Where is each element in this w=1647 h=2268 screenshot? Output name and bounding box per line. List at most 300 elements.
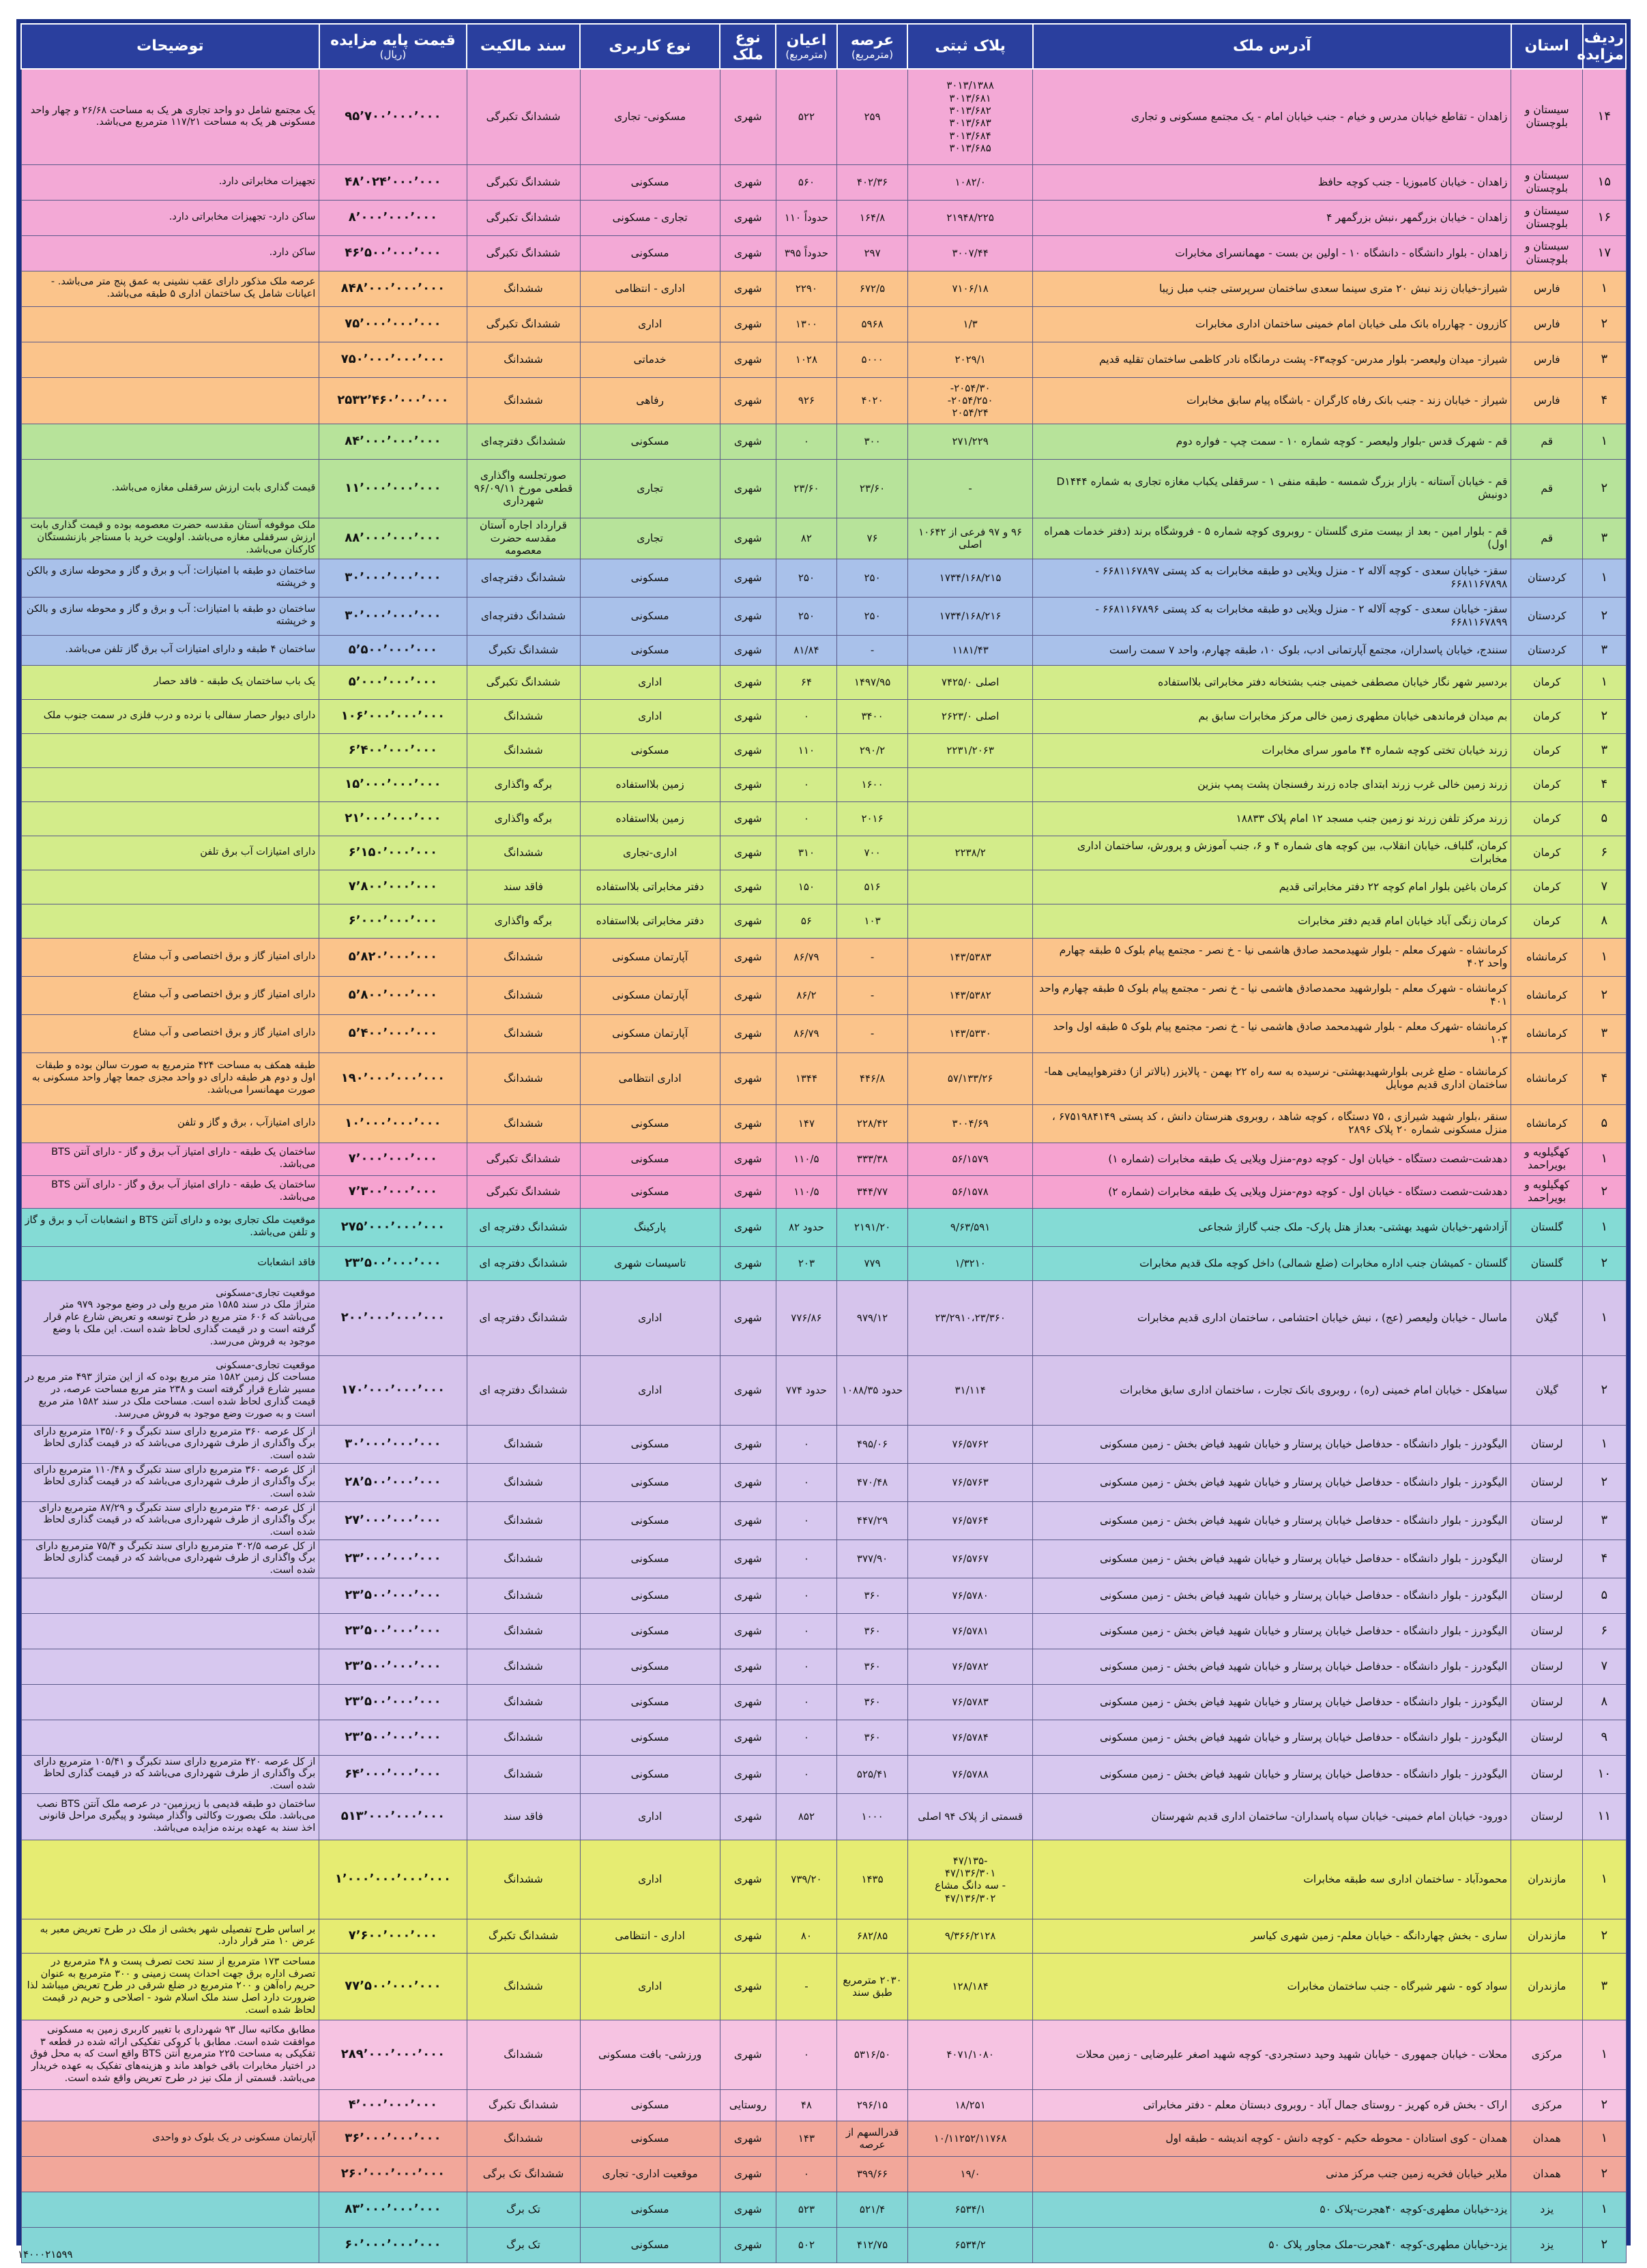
usage-type-cell: آپارتمان مسکونی bbox=[580, 938, 720, 976]
description-cell: موقعیت ملک تجاری بوده و دارای آنتن BTS و انشعابات آب و برق و گاز و تلفن می‌باشد. bbox=[21, 1208, 319, 1246]
ownership-deed-cell: تک برگ bbox=[467, 2227, 580, 2263]
address-cell: شیراز-خیابان زند نبش ۲۰ متری سینما سعدی ساختمان سرپرستی جنب مبل زیبا bbox=[1033, 271, 1511, 306]
row-number-cell: ۷ bbox=[1583, 1649, 1626, 1684]
registration-plate-cell: ۱۸/۲۵۱ bbox=[907, 2089, 1032, 2121]
row-number-cell: ۱۵ bbox=[1583, 164, 1626, 200]
table-row bbox=[21, 377, 1626, 424]
registration-plate-cell bbox=[907, 801, 1032, 836]
ownership-deed-cell: ششدانگ bbox=[467, 1501, 580, 1540]
address-cell: کرمان باغین بلوار امام کوچه ۲۲ دفتر مخابراتی قدیم bbox=[1033, 870, 1511, 904]
address-cell: ساری - بخش چهاردانگه - خیابان معلم- زمین شهری کیاسر bbox=[1033, 1919, 1511, 1953]
province-cell: لرستان bbox=[1511, 1720, 1583, 1755]
building-area-cell: ۷۷۶/۸۶ bbox=[776, 1280, 837, 1355]
row-number-cell: ۲ bbox=[1583, 1919, 1626, 1953]
description-cell: یک مجتمع شامل دو واحد تجاری هر یک به مساحت ۲۶/۶۸ و چهار واحد مسکونی هر یک به مساحت ۱۱۷/۲۱ مترمربع می‌باشد. bbox=[21, 69, 319, 164]
registration-plate-cell: ۷۱۰۶/۱۸ bbox=[907, 271, 1032, 306]
header-price-label: قیمت پایه مزایده bbox=[330, 31, 456, 49]
province-cell: همدان bbox=[1511, 2156, 1583, 2192]
table-row bbox=[21, 597, 1626, 635]
registration-plate-cell: ۱۰/۱۱۲۵۲/۱۱۷۶۸ bbox=[907, 2121, 1032, 2156]
ownership-deed-cell: صورتجلسه واگذاری قطعی مورخ ۹۶/۰۹/۱۱ شهرداری bbox=[467, 459, 580, 518]
row-number-cell: ۳ bbox=[1583, 342, 1626, 377]
base-price-cell: ۶۰٬۰۰۰٬۰۰۰٬۰۰۰ bbox=[319, 2227, 467, 2263]
row-number-cell: ۳ bbox=[1583, 1501, 1626, 1540]
base-price-cell: ۶٬۱۵۰٬۰۰۰٬۰۰۰ bbox=[319, 836, 467, 870]
building-area-cell: ۸۲ bbox=[776, 518, 837, 559]
property-type-cell: شهری bbox=[720, 2192, 776, 2227]
province-cell: کردستان bbox=[1511, 597, 1583, 635]
row-number-cell: ۱۰ bbox=[1583, 1755, 1626, 1793]
address-cell: الیگودرز - بلوار دانشگاه - حدفاصل خیابان پرستار و خیابان شهید فیاض بخش - زمین مسکونی bbox=[1033, 1613, 1511, 1649]
property-type-cell: شهری bbox=[720, 1919, 776, 1953]
land-area-cell: ۴۱۲/۷۵ bbox=[837, 2227, 908, 2263]
row-number-cell: ۱ bbox=[1583, 1280, 1626, 1355]
address-cell: الیگودرز - بلوار دانشگاه - حدفاصل خیابان پرستار و خیابان شهید فیاض بخش - زمین مسکونی bbox=[1033, 1649, 1511, 1684]
usage-type-cell: اداری bbox=[580, 1953, 720, 2020]
base-price-cell: ۹۵٬۷۰۰٬۰۰۰٬۰۰۰ bbox=[319, 69, 467, 164]
ownership-deed-cell: ششدانگ دفترچه ای bbox=[467, 1246, 580, 1280]
base-price-cell: ۵۱۳٬۰۰۰٬۰۰۰٬۰۰۰ bbox=[319, 1793, 467, 1840]
building-area-cell: - bbox=[776, 1953, 837, 2020]
usage-type-cell: مسکونی bbox=[580, 1649, 720, 1684]
building-area-cell: ۰ bbox=[776, 767, 837, 801]
province-cell: لرستان bbox=[1511, 1501, 1583, 1540]
header-plate: پلاک ثبتی bbox=[907, 24, 1032, 69]
province-cell: کرمان bbox=[1511, 665, 1583, 699]
description-cell: دارای امتیاز گاز و برق اختصاصی و آب مشاع bbox=[21, 938, 319, 976]
registration-plate-cell: ۷۶/۵۷۸۸ bbox=[907, 1755, 1032, 1793]
description-cell bbox=[21, 1613, 319, 1649]
property-type-cell: شهری bbox=[720, 1355, 776, 1425]
property-type-cell: شهری bbox=[720, 976, 776, 1014]
usage-type-cell: مسکونی bbox=[580, 1540, 720, 1578]
registration-plate-cell: ۳۰۱۳/۱۳۸۸ ۳۰۱۳/۶۸۱ ۳۰۱۳/۶۸۲ ۳۰۱۳/۶۸۳ ۳۰۱۳/۶۸۴ ۳۰۱۳/۶۸۵ bbox=[907, 69, 1032, 164]
base-price-cell: ۷۵٬۰۰۰٬۰۰۰٬۰۰۰ bbox=[319, 306, 467, 342]
province-cell: سیستان و بلوچستان bbox=[1511, 69, 1583, 164]
base-price-cell: ۴۶٬۵۰۰٬۰۰۰٬۰۰۰ bbox=[319, 235, 467, 271]
address-cell: کرمانشاه - ضلع غربی بلوارشهیدبهشتی- نرسیده به سه راه ۲۲ بهمن - پالایزر (بالاتر از) دفترهواپیمایی هما- ساختمان اداری قدیم موبایل bbox=[1033, 1052, 1511, 1104]
province-cell: سیستان و بلوچستان bbox=[1511, 235, 1583, 271]
table-row bbox=[21, 1919, 1626, 1953]
table-row bbox=[21, 1755, 1626, 1793]
ownership-deed-cell: ششدانگ تکبرگ bbox=[467, 2089, 580, 2121]
property-type-cell: شهری bbox=[720, 1840, 776, 1919]
building-area-cell: ۸۵۲ bbox=[776, 1793, 837, 1840]
ownership-deed-cell: ششدانگ دفترچه ای bbox=[467, 1280, 580, 1355]
building-area-cell: حدود ۷۷۴ bbox=[776, 1355, 837, 1425]
building-area-cell: ۰ bbox=[776, 699, 837, 733]
table-row bbox=[21, 1613, 1626, 1649]
usage-type-cell: اداری - انتظامی bbox=[580, 271, 720, 306]
row-number-cell: ۱۶ bbox=[1583, 200, 1626, 235]
registration-plate-cell: ۱۴۳/۵۳۸۲ bbox=[907, 976, 1032, 1014]
description-cell: از کل عرصه ۳۶۰ مترمربع دارای سند تکبرگ و ۸۷/۲۹ مترمربع دارای برگ واگذاری از طرف شهرداری می‌باشد که در قیمت گذاری لحاظ شده است. bbox=[21, 1501, 319, 1540]
header-building-label: اعیان bbox=[786, 31, 827, 49]
building-area-cell: ۰ bbox=[776, 1684, 837, 1720]
land-area-cell: ۲۹۷ bbox=[837, 235, 908, 271]
address-cell: گلستان - کمیشان جنب اداره مخابرات (ضلع شمالی) داخل کوچه ملک قدیم مخابرات bbox=[1033, 1246, 1511, 1280]
usage-type-cell: اداری bbox=[580, 306, 720, 342]
ownership-deed-cell: ششدانگ bbox=[467, 976, 580, 1014]
land-area-cell: ۷۷۹ bbox=[837, 1246, 908, 1280]
registration-plate-cell: ۱۷۳۴/۱۶۸/۲۱۶ bbox=[907, 597, 1032, 635]
ownership-deed-cell: ششدانگ bbox=[467, 699, 580, 733]
base-price-cell: ۲۵۳۲٬۴۶۰٬۰۰۰٬۰۰۰ bbox=[319, 377, 467, 424]
property-type-cell: شهری bbox=[720, 1425, 776, 1463]
province-cell: گلستان bbox=[1511, 1246, 1583, 1280]
table-row bbox=[21, 1052, 1626, 1104]
land-area-cell: ۷۰۰ bbox=[837, 836, 908, 870]
usage-type-cell: مسکونی bbox=[580, 733, 720, 767]
table-row bbox=[21, 424, 1626, 459]
ownership-deed-cell: ششدانگ تکبرگی bbox=[467, 306, 580, 342]
registration-plate-cell: ۹/۳۶۶/۲۱۲۸ bbox=[907, 1919, 1032, 1953]
property-type-cell: شهری bbox=[720, 1684, 776, 1720]
province-cell: کرمان bbox=[1511, 733, 1583, 767]
row-number-cell: ۲ bbox=[1583, 459, 1626, 518]
table-row bbox=[21, 271, 1626, 306]
province-cell: لرستان bbox=[1511, 1613, 1583, 1649]
description-cell bbox=[21, 1578, 319, 1613]
usage-type-cell: مسکونی bbox=[580, 164, 720, 200]
table-row bbox=[21, 801, 1626, 836]
ownership-deed-cell: ششدانگ دفترچه‌ای bbox=[467, 597, 580, 635]
registration-plate-cell: ۲۱۹۴۸/۲۲۵ bbox=[907, 200, 1032, 235]
usage-type-cell: مسکونی bbox=[580, 559, 720, 597]
ownership-deed-cell: ششدانگ bbox=[467, 1840, 580, 1919]
building-area-cell: ۰ bbox=[776, 1578, 837, 1613]
header-price-unit: (ریال) bbox=[379, 48, 407, 61]
usage-type-cell: اداری انتظامی bbox=[580, 1052, 720, 1104]
table-row bbox=[21, 870, 1626, 904]
ownership-deed-cell: ششدانگ تکبرگی bbox=[467, 69, 580, 164]
base-price-cell: ۷٬۳۰۰٬۰۰۰٬۰۰۰ bbox=[319, 1175, 467, 1208]
building-area-cell: ۶۴ bbox=[776, 665, 837, 699]
table-row bbox=[21, 1355, 1626, 1425]
usage-type-cell: مسکونی bbox=[580, 597, 720, 635]
usage-type-cell: تاسیسات شهری bbox=[580, 1246, 720, 1280]
table-body bbox=[21, 69, 1626, 2263]
table-row bbox=[21, 836, 1626, 870]
description-cell: موقعیت تجاری-مسکونی مساحت کل زمین ۱۵۸۲ متر مربع بوده که از این متراژ ۴۹۳ متر مربع در مسیر شارع قرار گرفته است و ۲۳۸ متر مربع مساحت عرصه، در قیمت گذاری لحاظ شده است. مساحت ملک در سند ۱۵۸۲ متر مربع است و به صورت وضع موجود به فروش می‌رسد. bbox=[21, 1355, 319, 1425]
header-description: توضیحات bbox=[21, 24, 319, 69]
property-type-cell: شهری bbox=[720, 235, 776, 271]
land-area-cell: ۲۰۳۰ مترمربع طبق سند bbox=[837, 1953, 908, 2020]
province-cell: کرمانشاه bbox=[1511, 938, 1583, 976]
registration-plate-cell: - bbox=[907, 459, 1032, 518]
header-row-number: ردیف مزایده bbox=[1583, 24, 1626, 69]
registration-plate-cell: ۳۱/۱۱۴ bbox=[907, 1355, 1032, 1425]
table-row bbox=[21, 2227, 1626, 2263]
land-area-cell: ۳۴۴/۷۷ bbox=[837, 1175, 908, 1208]
usage-type-cell: اداری bbox=[580, 699, 720, 733]
building-area-cell: ۲۲۹۰ bbox=[776, 271, 837, 306]
building-area-cell: ۱۱۰/۵ bbox=[776, 1175, 837, 1208]
usage-type-cell: تجاری - مسکونی bbox=[580, 200, 720, 235]
property-type-cell: شهری bbox=[720, 635, 776, 665]
building-area-cell: ۰ bbox=[776, 424, 837, 459]
table-row bbox=[21, 1425, 1626, 1463]
property-type-cell: شهری bbox=[720, 665, 776, 699]
usage-type-cell: مسکونی bbox=[580, 1501, 720, 1540]
ownership-deed-cell: ششدانگ bbox=[467, 1425, 580, 1463]
description-cell: ساختمان ۴ طبقه و دارای امتیازات آب برق گاز تلفن می‌باشد. bbox=[21, 635, 319, 665]
ownership-deed-cell: ششدانگ دفترچه ای bbox=[467, 1208, 580, 1246]
registration-plate-cell: ۲۲۳۸/۲ bbox=[907, 836, 1032, 870]
base-price-cell: ۲۸٬۵۰۰٬۰۰۰٬۰۰۰ bbox=[319, 1463, 467, 1501]
description-cell: تجهیزات مخابراتی دارد. bbox=[21, 164, 319, 200]
province-cell: همدان bbox=[1511, 2121, 1583, 2156]
property-type-cell: شهری bbox=[720, 1755, 776, 1793]
province-cell: یزد bbox=[1511, 2227, 1583, 2263]
row-number-cell: ۵ bbox=[1583, 1578, 1626, 1613]
table-row bbox=[21, 733, 1626, 767]
building-area-cell: ۰ bbox=[776, 1720, 837, 1755]
ownership-deed-cell: ششدانگ bbox=[467, 2020, 580, 2089]
building-area-cell: ۸۶/۷۹ bbox=[776, 938, 837, 976]
province-cell: کرمان bbox=[1511, 904, 1583, 938]
base-price-cell: ۲۱٬۰۰۰٬۰۰۰٬۰۰۰ bbox=[319, 801, 467, 836]
table-row bbox=[21, 635, 1626, 665]
row-number-cell: ۲ bbox=[1583, 976, 1626, 1014]
header-area bbox=[837, 24, 908, 69]
address-cell: بردسیر شهر نگار خیابان مصطفی خمینی جنب بشتخانه دفتر مخابراتی بلااستفاده bbox=[1033, 665, 1511, 699]
address-cell: الیگودرز - بلوار دانشگاه - حدفاصل خیابان پرستار و خیابان شهید فیاض بخش - زمین مسکونی bbox=[1033, 1755, 1511, 1793]
ownership-deed-cell: ششدانگ تکبرگی bbox=[467, 235, 580, 271]
description-cell bbox=[21, 1840, 319, 1919]
land-area-cell: ۳۶۰ bbox=[837, 1649, 908, 1684]
land-area-cell: ۳۹۹/۶۶ bbox=[837, 2156, 908, 2192]
usage-type-cell: اداری bbox=[580, 1793, 720, 1840]
ownership-deed-cell: ششدانگ bbox=[467, 1104, 580, 1143]
base-price-cell: ۲۷۵٬۰۰۰٬۰۰۰٬۰۰۰ bbox=[319, 1208, 467, 1246]
land-area-cell: - bbox=[837, 1014, 908, 1052]
row-number-cell: ۳ bbox=[1583, 733, 1626, 767]
ownership-deed-cell: ششدانگ bbox=[467, 1463, 580, 1501]
address-cell: شیراز - خیابان زند - جنب بانک رفاه کارگران - باشگاه پیام سابق مخابرات bbox=[1033, 377, 1511, 424]
table-row bbox=[21, 69, 1626, 164]
row-number-cell: ۱ bbox=[1583, 2020, 1626, 2089]
row-number-cell: ۲ bbox=[1583, 1355, 1626, 1425]
table-row bbox=[21, 1720, 1626, 1755]
table-row bbox=[21, 518, 1626, 559]
usage-type-cell: آپارتمان مسکونی bbox=[580, 1014, 720, 1052]
land-area-cell: ۳۴۰۰ bbox=[837, 699, 908, 733]
registration-plate-cell bbox=[907, 767, 1032, 801]
usage-type-cell: موقعیت اداری- تجاری bbox=[580, 2156, 720, 2192]
registration-plate-cell: ۲۷۱/۲۲۹ bbox=[907, 424, 1032, 459]
province-cell: لرستان bbox=[1511, 1649, 1583, 1684]
land-area-cell: ۲۰۱۶ bbox=[837, 801, 908, 836]
land-area-cell: ۱۰۳ bbox=[837, 904, 908, 938]
base-price-cell: ۷٬۰۰۰٬۰۰۰٬۰۰۰ bbox=[319, 1143, 467, 1175]
description-cell: دارای امتیازات آب برق تلفن bbox=[21, 836, 319, 870]
registration-plate-cell: ۷۶/۵۷۶۳ bbox=[907, 1463, 1032, 1501]
usage-type-cell: مسکونی bbox=[580, 1720, 720, 1755]
ownership-deed-cell: ششدانگ bbox=[467, 1578, 580, 1613]
header-property-type: نوع ملک bbox=[720, 24, 776, 69]
usage-type-cell: مسکونی bbox=[580, 1755, 720, 1793]
header-building-unit: (مترمربع) bbox=[785, 48, 828, 61]
base-price-cell: ۸۸٬۰۰۰٬۰۰۰٬۰۰۰ bbox=[319, 518, 467, 559]
address-cell: اراک - بخش قره کهریز - روستای جمال آباد - روبروی دبستان معلم - دفتر مخابراتی bbox=[1033, 2089, 1511, 2121]
registration-plate-cell: ۶۵۳۴/۲ bbox=[907, 2227, 1032, 2263]
building-area-cell: ۱۳۴۴ bbox=[776, 1052, 837, 1104]
address-cell: سنندج، خیابان پاسداران، مجتمع آپارتمانی ادب، بلوک ۱۰، طبقه چهارم، واحد ۷ سمت راست bbox=[1033, 635, 1511, 665]
usage-type-cell: مسکونی bbox=[580, 2089, 720, 2121]
table-row bbox=[21, 1143, 1626, 1175]
description-cell: دارای امتیاز گاز و برق اختصاصی و آب مشاع bbox=[21, 1014, 319, 1052]
description-cell: از کل عرصه ۴۲۰ مترمربع دارای سند تکبرگ و ۱۰۵/۴۱ مترمربع دارای برگ واگذاری از طرف شهرداری می‌باشد که در قیمت گذاری لحاظ شده است. bbox=[21, 1755, 319, 1793]
usage-type-cell: اداری bbox=[580, 665, 720, 699]
table-row bbox=[21, 1104, 1626, 1143]
usage-type-cell: مسکونی bbox=[580, 1104, 720, 1143]
property-type-cell: شهری bbox=[720, 1463, 776, 1501]
row-number-cell: ۱ bbox=[1583, 665, 1626, 699]
land-area-cell: ۵۳۱۶/۵۰ bbox=[837, 2020, 908, 2089]
table-header-row bbox=[21, 24, 1626, 69]
land-area-cell: ۵۲۱/۴ bbox=[837, 2192, 908, 2227]
description-cell: ساختمان دو طبقه با امتیازات: آب و برق و گاز و محوطه سازی و بالکن و خرپشته bbox=[21, 597, 319, 635]
base-price-cell: ۱۱٬۰۰۰٬۰۰۰٬۰۰۰ bbox=[319, 459, 467, 518]
property-type-cell: شهری bbox=[720, 1280, 776, 1355]
row-number-cell: ۱ bbox=[1583, 2121, 1626, 2156]
address-cell: دهدشت-شصت دستگاه - خیابان اول - کوچه دوم-منزل ویلایی یک طبقه مخابرات (شماره ۲) bbox=[1033, 1175, 1511, 1208]
row-number-cell: ۱۴ bbox=[1583, 69, 1626, 164]
table-row bbox=[21, 2020, 1626, 2089]
address-cell: زرند زمین خالی غرب زرند ابتدای جاده زرند رفسنجان پشت پمپ بنزین bbox=[1033, 767, 1511, 801]
usage-type-cell: اداری bbox=[580, 1280, 720, 1355]
building-area-cell: ۱۴۷ bbox=[776, 1104, 837, 1143]
registration-plate-cell: اصلی ۲۶۲۳/۰ bbox=[907, 699, 1032, 733]
row-number-cell: ۱ bbox=[1583, 559, 1626, 597]
base-price-cell: ۶۴٬۰۰۰٬۰۰۰٬۰۰۰ bbox=[319, 1755, 467, 1793]
land-area-cell: ۶۸۲/۸۵ bbox=[837, 1919, 908, 1953]
address-cell: دورود- خیابان امام خمینی- خیابان سپاه پاسداران- ساختمان اداری قدیم شهرستان bbox=[1033, 1793, 1511, 1840]
base-price-cell: ۶٬۴۰۰٬۰۰۰٬۰۰۰ bbox=[319, 733, 467, 767]
address-cell: زاهدان - خیابان کامبوزیا - جنب کوچه حافظ bbox=[1033, 164, 1511, 200]
province-cell: قم bbox=[1511, 424, 1583, 459]
header-usage: نوع کاربری bbox=[580, 24, 720, 69]
base-price-cell: ۸۴٬۰۰۰٬۰۰۰٬۰۰۰ bbox=[319, 424, 467, 459]
description-cell: ساختمان یک طبقه - دارای امتیاز آب برق و گاز - دارای آنتن BTS می‌باشد. bbox=[21, 1143, 319, 1175]
building-area-cell: ۸۱/۸۴ bbox=[776, 635, 837, 665]
address-cell: قم - خیابان آستانه - بازار بزرگ شمسه - طبقه منفی ۱ - سرقفلی یکباب مغازه تجاری به شماره D۱۴۴۴ دونبش bbox=[1033, 459, 1511, 518]
row-number-cell: ۴ bbox=[1583, 1540, 1626, 1578]
land-area-cell: ۷۶ bbox=[837, 518, 908, 559]
base-price-cell: ۵٬۸۲۰٬۰۰۰٬۰۰۰ bbox=[319, 938, 467, 976]
property-type-cell: شهری bbox=[720, 1208, 776, 1246]
description-cell bbox=[21, 2192, 319, 2227]
auction-table-frame bbox=[16, 19, 1631, 2252]
property-type-cell: شهری bbox=[720, 342, 776, 377]
building-area-cell: ۵۲۲ bbox=[776, 69, 837, 164]
base-price-cell: ۲۳٬۵۰۰٬۰۰۰٬۰۰۰ bbox=[319, 1684, 467, 1720]
table-row bbox=[21, 559, 1626, 597]
land-area-cell: ۵۱۶ bbox=[837, 870, 908, 904]
land-area-cell: ۲۵۹ bbox=[837, 69, 908, 164]
property-type-cell: شهری bbox=[720, 1143, 776, 1175]
registration-plate-cell: ۱۹/۰ bbox=[907, 2156, 1032, 2192]
land-area-cell: ۱۶۴/۸ bbox=[837, 200, 908, 235]
usage-type-cell: مسکونی bbox=[580, 2227, 720, 2263]
land-area-cell: ۴۰۲۰ bbox=[837, 377, 908, 424]
ownership-deed-cell: ششدانگ bbox=[467, 271, 580, 306]
header-address: آدرس ملک bbox=[1033, 24, 1511, 69]
registration-plate-cell: ۵۷/۱۳۳/۲۶ bbox=[907, 1052, 1032, 1104]
land-area-cell: ۶۷۲/۵ bbox=[837, 271, 908, 306]
property-type-cell: شهری bbox=[720, 1649, 776, 1684]
table-row bbox=[21, 1463, 1626, 1501]
row-number-cell: ۱۱ bbox=[1583, 1793, 1626, 1840]
usage-type-cell: مسکونی bbox=[580, 424, 720, 459]
building-area-cell: ۰ bbox=[776, 1540, 837, 1578]
ownership-deed-cell: ششدانگ bbox=[467, 938, 580, 976]
address-cell: الیگودرز - بلوار دانشگاه - حدفاصل خیابان پرستار و خیابان شهید فیاض بخش - زمین مسکونی bbox=[1033, 1684, 1511, 1720]
table-row bbox=[21, 665, 1626, 699]
base-price-cell: ۳۰٬۰۰۰٬۰۰۰٬۰۰۰ bbox=[319, 597, 467, 635]
property-type-cell: شهری bbox=[720, 597, 776, 635]
registration-plate-cell: ۱۱۸۱/۴۳ bbox=[907, 635, 1032, 665]
registration-plate-cell: ۵۶/۱۵۷۹ bbox=[907, 1143, 1032, 1175]
registration-plate-cell: ۹/۶۳/۵۹۱ bbox=[907, 1208, 1032, 1246]
row-number-cell: ۲ bbox=[1583, 1175, 1626, 1208]
ownership-deed-cell: ششدانگ bbox=[467, 836, 580, 870]
header-area-unit: (مترمربع) bbox=[851, 48, 894, 61]
address-cell: قم - بلوار امین - بعد از بیست متری گلستان - روبروی کوچه شماره ۵ - فروشگاه برند (دفتر خدمات همراه اول) bbox=[1033, 518, 1511, 559]
table-row bbox=[21, 1540, 1626, 1578]
header-area-label: عرصه bbox=[850, 31, 894, 49]
province-cell: کهگیلویه و بویراحمد bbox=[1511, 1175, 1583, 1208]
province-cell: لرستان bbox=[1511, 1425, 1583, 1463]
registration-plate-cell: ۱۴۳/۵۳۳۰ bbox=[907, 1014, 1032, 1052]
address-cell: کرمانشاه -شهرک معلم - بلوار شهیدمحمد صادق هاشمی نیا - خ نصر- مجتمع پیام بلوک ۵ طبقه اول واحد ۱۰۳ bbox=[1033, 1014, 1511, 1052]
property-type-cell: شهری bbox=[720, 1014, 776, 1052]
property-type-cell: شهری bbox=[720, 2020, 776, 2089]
address-cell: ماسال - خیابان ولیعصر (عج) ، نبش خیابان احتشامی ، ساختمان اداری قدیم مخابرات bbox=[1033, 1280, 1511, 1355]
usage-type-cell: تجاری bbox=[580, 518, 720, 559]
description-cell bbox=[21, 801, 319, 836]
building-area-cell: ۱۱۰ bbox=[776, 733, 837, 767]
address-cell: یزد-خیابان مطهری-کوچه ۴۰هجرت-ملک مجاور پلاک ۵۰ bbox=[1033, 2227, 1511, 2263]
province-cell: کرمان bbox=[1511, 699, 1583, 733]
province-cell: لرستان bbox=[1511, 1684, 1583, 1720]
row-number-cell: ۲ bbox=[1583, 306, 1626, 342]
base-price-cell: ۳۶٬۰۰۰٬۰۰۰٬۰۰۰ bbox=[319, 2121, 467, 2156]
ownership-deed-cell: برگه واگذاری bbox=[467, 801, 580, 836]
base-price-cell: ۷٬۶۰۰٬۰۰۰٬۰۰۰ bbox=[319, 1919, 467, 1953]
header-province: استان bbox=[1511, 24, 1583, 69]
registration-plate-cell: قسمتی از پلاک ۹۴ اصلی bbox=[907, 1793, 1032, 1840]
province-cell: کرمان bbox=[1511, 767, 1583, 801]
table-row bbox=[21, 1246, 1626, 1280]
address-cell: الیگودرز - بلوار دانشگاه - حدفاصل خیابان پرستار و خیابان شهید فیاض بخش - زمین مسکونی bbox=[1033, 1578, 1511, 1613]
row-number-cell: ۲ bbox=[1583, 699, 1626, 733]
building-area-cell: ۵۰۲ bbox=[776, 2227, 837, 2263]
description-cell: ساکن دارد- تجهیزات مخابراتی دارد. bbox=[21, 200, 319, 235]
ownership-deed-cell: ششدانگ دفترچه‌ای bbox=[467, 424, 580, 459]
registration-plate-cell: ۱۷۳۴/۱۶۸/۲۱۵ bbox=[907, 559, 1032, 597]
property-type-cell: شهری bbox=[720, 699, 776, 733]
land-area-cell: ۴۴۶/۸ bbox=[837, 1052, 908, 1104]
base-price-cell: ۵٬۰۰۰٬۰۰۰٬۰۰۰ bbox=[319, 665, 467, 699]
registration-plate-cell: ۷۶/۵۷۶۲ bbox=[907, 1425, 1032, 1463]
ownership-deed-cell: ششدانگ bbox=[467, 377, 580, 424]
property-type-cell: شهری bbox=[720, 1104, 776, 1143]
description-cell: ملک موقوفه آستان مقدسه حضرت معصومه بوده و قیمت گذاری بابت ارزش سرقفلی مغازه می‌باشد. اولویت خرید با مستاجر بازنشستگان کارکنان می‌باشد. bbox=[21, 518, 319, 559]
table-row bbox=[21, 1793, 1626, 1840]
usage-type-cell: اداری - انتظامی bbox=[580, 1919, 720, 1953]
